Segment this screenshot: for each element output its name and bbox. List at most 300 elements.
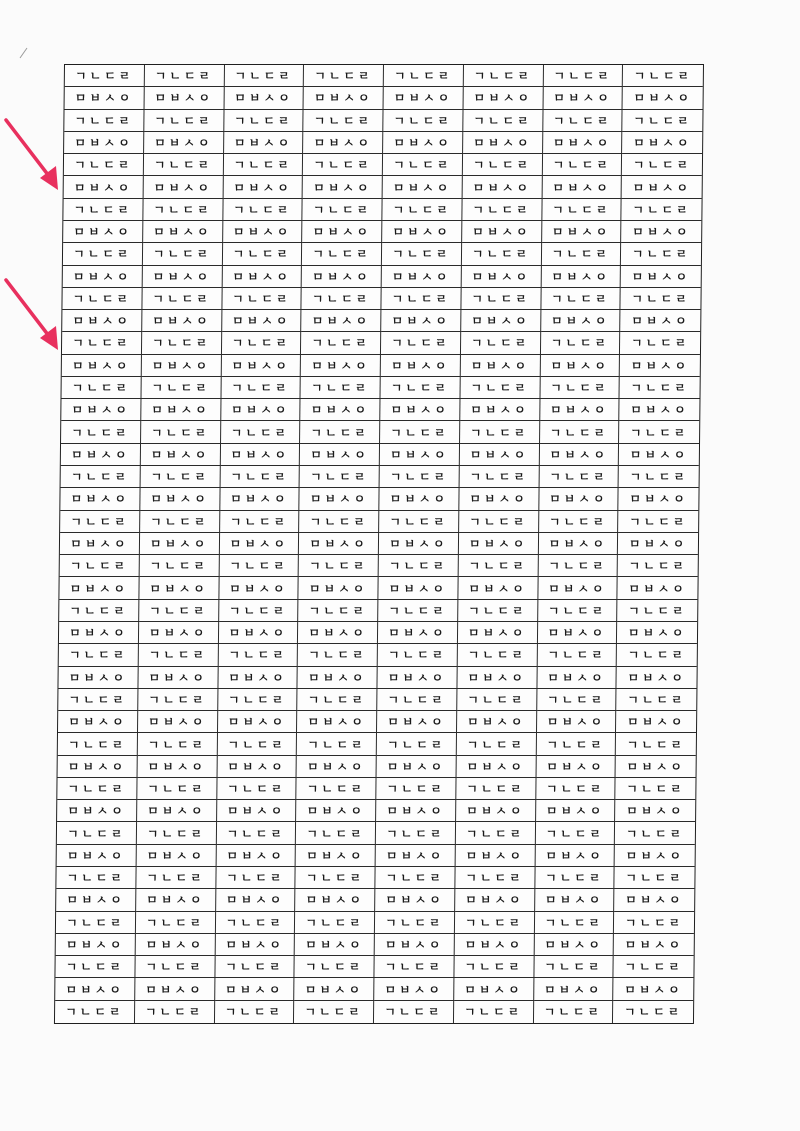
grid-cell: ㅁㅂㅅㅇ: [540, 355, 620, 377]
grid-cell: ㄱㄴㄷㄹ: [138, 733, 218, 755]
grid-cell: ㄱㄴㄷㄹ: [617, 644, 697, 666]
grid-cell: ㅁㅂㅅㅇ: [62, 355, 142, 377]
grid-cell: ㄱㄴㄷㄹ: [143, 243, 223, 265]
grid-cell: ㄱㄴㄷㄹ: [376, 822, 456, 844]
grid-cell: ㅁㅂㅅㅇ: [615, 800, 695, 822]
grid-cell: ㄱㄴㄷㄹ: [375, 912, 455, 934]
grid-cell: ㄱㄴㄷㄹ: [220, 466, 300, 488]
grid-cell: ㅁㅂㅅㅇ: [296, 800, 376, 822]
grid-cell: ㄱㄴㄷㄹ: [56, 867, 136, 889]
grid-cell: ㄱㄴㄷㄹ: [297, 689, 377, 711]
grid-cell: ㄱㄴㄷㄹ: [378, 600, 458, 622]
grid-cell: ㄱㄴㄷㄹ: [62, 332, 142, 354]
grid-cell: ㄱㄴㄷㄹ: [383, 110, 463, 132]
grid-cell: ㄱㄴㄷㄹ: [300, 466, 380, 488]
grid-cell: ㄱㄴㄷㄹ: [615, 822, 695, 844]
grid-cell: ㅁㅂㅅㅇ: [62, 310, 142, 332]
grid-cell: ㄱㄴㄷㄹ: [374, 1001, 454, 1023]
grid-cell: ㅁㅂㅅㅇ: [135, 978, 215, 1000]
grid-cell: ㅁㅂㅅㅇ: [380, 444, 460, 466]
grid-cell: ㅁㅂㅅㅇ: [375, 934, 455, 956]
grid-cell: ㄱㄴㄷㄹ: [534, 912, 614, 934]
grid-cell: ㄱㄴㄷㄹ: [619, 466, 699, 488]
grid-cell: ㄱㄴㄷㄹ: [534, 956, 614, 978]
grid-cell: ㄱㄴㄷㄹ: [215, 956, 295, 978]
grid-cell: ㅁㅂㅅㅇ: [60, 488, 140, 510]
grid-cell: ㄱㄴㄷㄹ: [378, 644, 458, 666]
grid-cell: ㄱㄴㄷㄹ: [58, 689, 138, 711]
grid-cell: ㄱㄴㄷㄹ: [56, 912, 136, 934]
grid-cell: ㄱㄴㄷㄹ: [540, 377, 620, 399]
grid-cell: ㄱㄴㄷㄹ: [535, 867, 615, 889]
grid-cell: ㅁㅂㅅㅇ: [141, 355, 221, 377]
grid-cell: ㄱㄴㄷㄹ: [299, 511, 379, 533]
grid-cell: ㅁㅂㅅㅇ: [616, 756, 696, 778]
grid-cell: ㅁㅂㅅㅇ: [141, 399, 221, 421]
grid-cell: ㅁㅂㅅㅇ: [221, 399, 301, 421]
grid-cell: ㅁㅂㅅㅇ: [536, 800, 616, 822]
grid-cell: ㄱㄴㄷㄹ: [297, 778, 377, 800]
grid-cell: ㅁㅂㅅㅇ: [223, 176, 303, 198]
grid-cell: ㄱㄴㄷㄹ: [217, 733, 297, 755]
grid-cell: ㄱㄴㄷㄹ: [617, 600, 697, 622]
grid-cell: ㅁㅂㅅㅇ: [304, 87, 384, 109]
grid-cell: ㅁㅂㅅㅇ: [459, 488, 539, 510]
grid-cell: ㅁㅂㅅㅇ: [462, 176, 542, 198]
grid-cell: ㄱㄴㄷㄹ: [219, 600, 299, 622]
grid-cell: ㅁㅂㅅㅇ: [539, 488, 619, 510]
grid-cell: ㅁㅂㅅㅇ: [60, 533, 140, 555]
grid-cell: ㅁㅂㅅㅇ: [542, 221, 622, 243]
grid-cell: ㅁㅂㅅㅇ: [59, 577, 139, 599]
grid-cell: ㄱㄴㄷㄹ: [303, 199, 383, 221]
grid-cell: ㄱㄴㄷㄹ: [138, 689, 218, 711]
grid-cell: ㅁㅂㅅㅇ: [455, 889, 535, 911]
grid-cell: ㅁㅂㅅㅇ: [537, 667, 617, 689]
grid-cell: ㄱㄴㄷㄹ: [64, 154, 144, 176]
grid-cell: ㄱㄴㄷㄹ: [62, 288, 142, 310]
grid-cell: ㄱㄴㄷㄹ: [376, 778, 456, 800]
grid-cell: ㄱㄴㄷㄹ: [215, 912, 295, 934]
grid-cell: ㅁㅂㅅㅇ: [622, 132, 702, 154]
grid-cell: ㄱㄴㄷㄹ: [533, 1001, 613, 1023]
grid-cell: ㅁㅂㅅㅇ: [374, 978, 454, 1000]
grid-cell: ㅁㅂㅅㅇ: [454, 978, 534, 1000]
grid-cell: ㅁㅂㅅㅇ: [294, 978, 374, 1000]
grid-cell: ㄱㄴㄷㄹ: [298, 600, 378, 622]
grid-cell: ㅁㅂㅅㅇ: [536, 756, 616, 778]
grid-cell: ㅁㅂㅅㅇ: [296, 845, 376, 867]
grid-cell: ㅁㅂㅅㅇ: [376, 845, 456, 867]
grid-cell: ㄱㄴㄷㄹ: [456, 778, 536, 800]
grid-cell: ㅁㅂㅅㅇ: [58, 711, 138, 733]
grid-cell: ㅁㅂㅅㅇ: [462, 221, 542, 243]
grid-cell: ㄱㄴㄷㄹ: [304, 65, 384, 87]
grid-cell: ㄱㄴㄷㄹ: [616, 733, 696, 755]
grid-cell: ㄱㄴㄷㄹ: [536, 778, 616, 800]
grid-cell: ㄱㄴㄷㄹ: [142, 332, 222, 354]
grid-cell: ㄱㄴㄷㄹ: [55, 1001, 135, 1023]
grid-cell: ㅁㅂㅅㅇ: [458, 622, 538, 644]
grid-cell: ㅁㅂㅅㅇ: [536, 711, 616, 733]
grid-cell: ㅁㅂㅅㅇ: [141, 444, 221, 466]
grid-cell: ㅁㅂㅅㅇ: [537, 622, 617, 644]
grid-cell: ㄱㄴㄷㄹ: [224, 65, 304, 87]
grid-cell: ㄱㄴㄷㄹ: [139, 600, 219, 622]
grid-cell: ㄱㄴㄷㄹ: [55, 956, 135, 978]
grid-cell: ㅁㅂㅅㅇ: [457, 711, 537, 733]
grid-cell: ㄱㄴㄷㄹ: [542, 199, 622, 221]
grid-cell: ㄱㄴㄷㄹ: [301, 377, 381, 399]
grid-cell: ㅁㅂㅅㅇ: [534, 978, 614, 1000]
grid-cell: ㄱㄴㄷㄹ: [222, 243, 302, 265]
grid-cell: ㅁㅂㅅㅇ: [377, 711, 457, 733]
grid-cell: ㄱㄴㄷㄹ: [61, 421, 141, 443]
grid-cell: ㄱㄴㄷㄹ: [622, 154, 702, 176]
grid-cell: ㅁㅂㅅㅇ: [375, 889, 455, 911]
grid-cell: ㄱㄴㄷㄹ: [142, 288, 222, 310]
scan-speck-mark: [18, 46, 30, 60]
grid-cell: ㄱㄴㄷㄹ: [218, 644, 298, 666]
grid-cell: ㅁㅂㅅㅇ: [621, 221, 701, 243]
grid-cell: ㄱㄴㄷㄹ: [144, 154, 224, 176]
grid-cell: ㅁㅂㅅㅇ: [383, 132, 463, 154]
grid-cell: ㄱㄴㄷㄹ: [214, 1001, 294, 1023]
hangul-practice-grid: [54, 64, 704, 1024]
grid-cell: ㄱㄴㄷㄹ: [460, 377, 540, 399]
grid-cell: ㅁㅂㅅㅇ: [384, 87, 464, 109]
grid-cell: ㄱㄴㄷㄹ: [541, 243, 621, 265]
grid-cell: ㄱㄴㄷㄹ: [619, 421, 699, 443]
grid-cell: ㄱㄴㄷㄹ: [137, 822, 217, 844]
grid-cell: ㄱㄴㄷㄹ: [540, 332, 620, 354]
grid-cell: ㄱㄴㄷㄹ: [220, 511, 300, 533]
grid-cell: ㄱㄴㄷㄹ: [621, 288, 701, 310]
grid-cell: ㄱㄴㄷㄹ: [459, 466, 539, 488]
grid-cell: ㄱㄴㄷㄹ: [295, 956, 375, 978]
grid-cell: ㅁㅂㅅㅇ: [535, 889, 615, 911]
grid-cell: ㅁㅂㅅㅇ: [456, 756, 536, 778]
grid-cell: ㄱㄴㄷㄹ: [623, 110, 703, 132]
grid-cell: ㄱㄴㄷㄹ: [143, 199, 223, 221]
grid-cell: ㄱㄴㄷㄹ: [139, 555, 219, 577]
grid-cell: ㅁㅂㅅㅇ: [215, 934, 295, 956]
grid-cell: ㄱㄴㄷㄹ: [461, 288, 541, 310]
grid-cell: ㅁㅂㅅㅇ: [618, 533, 698, 555]
grid-cell: ㅁㅂㅅㅇ: [538, 577, 618, 599]
grid-cell: ㄱㄴㄷㄹ: [540, 421, 620, 443]
grid-cell: ㄱㄴㄷㄹ: [615, 867, 695, 889]
grid-cell: ㅁㅂㅅㅇ: [538, 533, 618, 555]
grid-cell: ㄱㄴㄷㄹ: [541, 288, 621, 310]
grid-cell: ㄱㄴㄷㄹ: [295, 912, 375, 934]
grid-cell: ㄱㄴㄷㄹ: [138, 644, 218, 666]
grid-cell: ㄱㄴㄷㄹ: [222, 288, 302, 310]
grid-cell: ㄱㄴㄷㄹ: [60, 555, 140, 577]
grid-cell: ㄱㄴㄷㄹ: [140, 466, 220, 488]
grid-cell: ㄱㄴㄷㄹ: [538, 555, 618, 577]
grid-cell: ㅁㅂㅅㅇ: [534, 934, 614, 956]
grid-cell: ㅁㅂㅅㅇ: [461, 266, 541, 288]
grid-cell: ㅁㅂㅅㅇ: [301, 399, 381, 421]
grid-cell: ㅁㅂㅅㅇ: [617, 667, 697, 689]
grid-cell: ㄱㄴㄷㄹ: [459, 511, 539, 533]
grid-cell: ㅁㅂㅅㅇ: [136, 845, 216, 867]
grid-cell: ㄱㄴㄷㄹ: [64, 110, 144, 132]
grid-cell: ㅁㅂㅅㅇ: [302, 221, 382, 243]
grid-cell: ㅁㅂㅅㅇ: [56, 934, 136, 956]
grid-cell: ㅁㅂㅅㅇ: [142, 266, 222, 288]
grid-cell: ㅁㅂㅅㅇ: [620, 399, 700, 421]
grid-cell: ㄱㄴㄷㄹ: [224, 110, 304, 132]
grid-cell: ㄱㄴㄷㄹ: [536, 733, 616, 755]
grid-cell: ㄱㄴㄷㄹ: [457, 689, 537, 711]
grid-cell: ㅁㅂㅅㅇ: [224, 132, 304, 154]
grid-cell: ㅁㅂㅅㅇ: [137, 756, 217, 778]
grid-cell: ㄱㄴㄷㄹ: [543, 110, 623, 132]
grid-cell: ㅁㅂㅅㅇ: [379, 488, 459, 510]
grid-cell: ㅁㅂㅅㅇ: [616, 711, 696, 733]
grid-cell: ㅁㅂㅅㅇ: [56, 889, 136, 911]
grid-cell: ㄱㄴㄷㄹ: [57, 778, 137, 800]
grid-cell: ㄱㄴㄷㄹ: [616, 689, 696, 711]
grid-cell: ㅁㅂㅅㅇ: [219, 577, 299, 599]
grid-cell: ㅁㅂㅅㅇ: [621, 266, 701, 288]
grid-cell: ㄱㄴㄷㄹ: [65, 65, 145, 87]
grid-cell: ㄱㄴㄷㄹ: [58, 733, 138, 755]
grid-cell: ㅁㅂㅅㅇ: [301, 355, 381, 377]
grid-cell: ㄱㄴㄷㄹ: [614, 956, 694, 978]
grid-cell: ㄱㄴㄷㄹ: [457, 733, 537, 755]
grid-cell: ㄱㄴㄷㄹ: [298, 644, 378, 666]
grid-cell: ㄱㄴㄷㄹ: [539, 466, 619, 488]
grid-cell: ㅁㅂㅅㅇ: [58, 667, 138, 689]
grid-cell: ㅁㅂㅅㅇ: [541, 266, 621, 288]
grid-cell: ㄱㄴㄷㄹ: [61, 466, 141, 488]
grid-cell: ㅁㅂㅅㅇ: [540, 399, 620, 421]
grid-cell: ㅁㅂㅅㅇ: [220, 488, 300, 510]
grid-cell: ㄱㄴㄷㄹ: [136, 867, 216, 889]
grid-cell: ㄱㄴㄷㄹ: [621, 243, 701, 265]
grid-cell: ㄱㄴㄷㄹ: [620, 377, 700, 399]
grid-cell: ㄱㄴㄷㄹ: [61, 377, 141, 399]
grid-cell: ㄱㄴㄷㄹ: [296, 867, 376, 889]
grid-cell: ㅁㅂㅅㅇ: [381, 355, 461, 377]
grid-cell: ㅁㅂㅅㅇ: [59, 622, 139, 644]
grid-cell: ㄱㄴㄷㄹ: [217, 778, 297, 800]
grid-cell: ㅁㅂㅅㅇ: [215, 978, 295, 1000]
grid-cell: ㅁㅂㅅㅇ: [539, 444, 619, 466]
grid-cell: ㄱㄴㄷㄹ: [616, 778, 696, 800]
grid-cell: ㄱㄴㄷㄹ: [59, 644, 139, 666]
grid-cell: ㅁㅂㅅㅇ: [376, 800, 456, 822]
grid-cell: ㄱㄴㄷㄹ: [304, 110, 384, 132]
pink-arrow-icon: [2, 116, 64, 192]
grid-cell: ㅁㅂㅅㅇ: [457, 667, 537, 689]
grid-cell: ㅁㅂㅅㅇ: [64, 132, 144, 154]
grid-cell: ㄱㄴㄷㄹ: [221, 421, 301, 443]
grid-cell: ㅁㅂㅅㅇ: [57, 800, 137, 822]
grid-cell: ㄱㄴㄷㄹ: [300, 421, 380, 443]
grid-cell: ㅁㅂㅅㅇ: [460, 399, 540, 421]
grid-cell: ㅁㅂㅅㅇ: [614, 934, 694, 956]
grid-cell: ㅁㅂㅅㅇ: [138, 711, 218, 733]
grid-cell: ㄱㄴㄷㄹ: [618, 511, 698, 533]
grid-cell: ㅁㅂㅅㅇ: [143, 221, 223, 243]
grid-cell: ㅁㅂㅅㅇ: [143, 176, 223, 198]
grid-cell: ㅁㅂㅅㅇ: [217, 756, 297, 778]
grid-cell: ㅁㅂㅅㅇ: [223, 221, 303, 243]
grid-cell: ㅁㅂㅅㅇ: [619, 444, 699, 466]
grid-cell: ㅁㅂㅅㅇ: [535, 845, 615, 867]
grid-cell: ㄱㄴㄷㄹ: [455, 867, 535, 889]
grid-cell: ㅁㅂㅅㅇ: [217, 800, 297, 822]
grid-cell: ㅁㅂㅅㅇ: [302, 266, 382, 288]
grid-cell: ㄱㄴㄷㄹ: [297, 733, 377, 755]
grid-cell: ㅁㅂㅅㅇ: [140, 533, 220, 555]
grid-cell: ㄱㄴㄷㄹ: [537, 644, 617, 666]
grid-cell: ㅁㅂㅅㅇ: [381, 310, 461, 332]
grid-cell: ㄱㄴㄷㄹ: [539, 511, 619, 533]
grid-cell: ㄱㄴㄷㄹ: [620, 332, 700, 354]
grid-cell: ㅁㅂㅅㅇ: [137, 800, 217, 822]
grid-cell: ㄱㄴㄷㄹ: [380, 421, 460, 443]
grid-cell: ㅁㅂㅅㅇ: [139, 577, 219, 599]
grid-cell: ㄱㄴㄷㄹ: [380, 377, 460, 399]
grid-cell: ㅁㅂㅅㅇ: [614, 889, 694, 911]
grid-cell: ㅁㅂㅅㅇ: [619, 488, 699, 510]
grid-cell: ㅁㅂㅅㅇ: [378, 577, 458, 599]
grid-cell: ㅁㅂㅅㅇ: [460, 444, 540, 466]
grid-cell: ㅁㅂㅅㅇ: [379, 533, 459, 555]
grid-cell: ㄱㄴㄷㄹ: [303, 154, 383, 176]
grid-cell: ㅁㅂㅅㅇ: [218, 667, 298, 689]
grid-cell: ㄱㄴㄷㄹ: [219, 555, 299, 577]
grid-cell: ㅁㅂㅅㅇ: [64, 176, 144, 198]
grid-cell: ㅁㅂㅅㅇ: [622, 176, 702, 198]
grid-cell: ㄱㄴㄷㄹ: [456, 822, 536, 844]
grid-cell: ㅁㅂㅅㅇ: [220, 444, 300, 466]
grid-cell: ㄱㄴㄷㄹ: [457, 644, 537, 666]
grid-cell: ㄱㄴㄷㄹ: [454, 956, 534, 978]
grid-cell: ㅁㅂㅅㅇ: [57, 845, 137, 867]
grid-cell: ㅁㅂㅅㅇ: [543, 87, 623, 109]
grid-cell: ㅁㅂㅅㅇ: [382, 221, 462, 243]
grid-cell: ㄱㄴㄷㄹ: [135, 956, 215, 978]
grid-cell: ㅁㅂㅅㅇ: [298, 667, 378, 689]
grid-cell: ㄱㄴㄷㄹ: [461, 332, 541, 354]
grid-cell: ㄱㄴㄷㄹ: [63, 243, 143, 265]
grid-cell: ㄱㄴㄷㄹ: [57, 822, 137, 844]
grid-cell: ㄱㄴㄷㄹ: [301, 332, 381, 354]
grid-cell: ㅁㅂㅅㅇ: [620, 310, 700, 332]
grid-cell: ㅁㅂㅅㅇ: [139, 622, 219, 644]
grid-cell: ㄱㄴㄷㄹ: [382, 243, 462, 265]
grid-cell: ㄱㄴㄷㄹ: [60, 511, 140, 533]
grid-cell: ㄱㄴㄷㄹ: [462, 199, 542, 221]
grid-cell: ㄱㄴㄷㄹ: [136, 912, 216, 934]
grid-cell: ㅁㅂㅅㅇ: [383, 176, 463, 198]
grid-cell: ㄱㄴㄷㄹ: [381, 332, 461, 354]
grid-cell: ㅁㅂㅅㅇ: [300, 444, 380, 466]
grid-cell: ㅁㅂㅅㅇ: [63, 221, 143, 243]
grid-cell: ㄱㄴㄷㄹ: [377, 733, 457, 755]
grid-cell: ㄱㄴㄷㄹ: [379, 511, 459, 533]
grid-cell: ㅁㅂㅅㅇ: [300, 488, 380, 510]
grid-cell: ㄱㄴㄷㄹ: [299, 555, 379, 577]
grid-cell: ㅁㅂㅅㅇ: [542, 176, 622, 198]
grid-cell: ㅁㅂㅅㅇ: [455, 845, 535, 867]
grid-cell: ㄱㄴㄷㄹ: [543, 65, 623, 87]
grid-cell: ㅁㅂㅅㅇ: [297, 756, 377, 778]
grid-cell: ㅁㅂㅅㅇ: [456, 800, 536, 822]
grid-cell: ㄱㄴㄷㄹ: [374, 956, 454, 978]
grid-cell: ㄱㄴㄷㄹ: [223, 199, 303, 221]
grid-cell: ㅁㅂㅅㅇ: [543, 132, 623, 154]
grid-cell: ㅁㅂㅅㅇ: [303, 132, 383, 154]
grid-cell: ㅁㅂㅅㅇ: [138, 667, 218, 689]
grid-cell: ㅁㅂㅅㅇ: [221, 355, 301, 377]
grid-cell: ㅁㅂㅅㅇ: [222, 266, 302, 288]
grid-cell: ㄱㄴㄷㄹ: [218, 689, 298, 711]
grid-cell: ㄱㄴㄷㄹ: [145, 65, 225, 87]
grid-cell: ㅁㅂㅅㅇ: [460, 355, 540, 377]
grid-cell: ㄱㄴㄷㄹ: [63, 199, 143, 221]
grid-cell: ㄱㄴㄷㄹ: [135, 1001, 215, 1023]
grid-cell: ㅁㅂㅅㅇ: [377, 667, 457, 689]
grid-cell: ㄱㄴㄷㄹ: [302, 288, 382, 310]
grid-cell: ㄱㄴㄷㄹ: [141, 421, 221, 443]
grid-cell: ㅁㅂㅅㅇ: [58, 756, 138, 778]
grid-cell: ㅁㅂㅅㅇ: [615, 845, 695, 867]
grid-cell: ㄱㄴㄷㄹ: [614, 912, 694, 934]
grid-cell: ㅁㅂㅅㅇ: [144, 132, 224, 154]
grid-cell: ㄱㄴㄷㄹ: [59, 600, 139, 622]
grid-cell: ㄱㄴㄷㄹ: [460, 421, 540, 443]
grid-cell: ㄱㄴㄷㄹ: [294, 1001, 374, 1023]
grid-cell: ㄱㄴㄷㄹ: [462, 243, 542, 265]
grid-cell: ㄱㄴㄷㄹ: [463, 154, 543, 176]
grid-cell: ㄱㄴㄷㄹ: [538, 600, 618, 622]
grid-cell: ㄱㄴㄷㄹ: [141, 377, 221, 399]
grid-cell: ㄱㄴㄷㄹ: [454, 1001, 534, 1023]
grid-cell: ㄱㄴㄷㄹ: [221, 377, 301, 399]
grid-cell: ㄱㄴㄷㄹ: [622, 199, 702, 221]
grid-cell: ㅁㅂㅅㅇ: [613, 978, 693, 1000]
grid-cell: ㅁㅂㅅㅇ: [55, 978, 135, 1000]
grid-cell: ㅁㅂㅅㅇ: [295, 934, 375, 956]
grid-cell: ㅁㅂㅅㅇ: [144, 87, 224, 109]
grid-cell: ㅁㅂㅅㅇ: [63, 266, 143, 288]
grid-cell: ㅁㅂㅅㅇ: [61, 444, 141, 466]
grid-cell: ㅁㅂㅅㅇ: [377, 756, 457, 778]
grid-cell: ㅁㅂㅅㅇ: [140, 488, 220, 510]
grid-cell: ㅁㅂㅅㅇ: [299, 577, 379, 599]
pink-arrow-icon: [2, 276, 64, 352]
grid-cell: ㄱㄴㄷㄹ: [137, 778, 217, 800]
grid-cell: ㅁㅂㅅㅇ: [382, 266, 462, 288]
grid-cell: ㄱㄴㄷㄹ: [140, 511, 220, 533]
grid-cell: ㅁㅂㅅㅇ: [297, 711, 377, 733]
grid-cell: ㅁㅂㅅㅇ: [217, 711, 297, 733]
grid-cell: ㄱㄴㄷㄹ: [296, 822, 376, 844]
grid-cell: ㅁㅂㅅㅇ: [136, 889, 216, 911]
grid-cell: ㅁㅂㅅㅇ: [135, 934, 215, 956]
grid-cell: ㄱㄴㄷㄹ: [458, 555, 538, 577]
grid-cell: ㅁㅂㅅㅇ: [454, 934, 534, 956]
grid-cell: ㅁㅂㅅㅇ: [65, 87, 145, 109]
grid-cell: ㄱㄴㄷㄹ: [216, 822, 296, 844]
